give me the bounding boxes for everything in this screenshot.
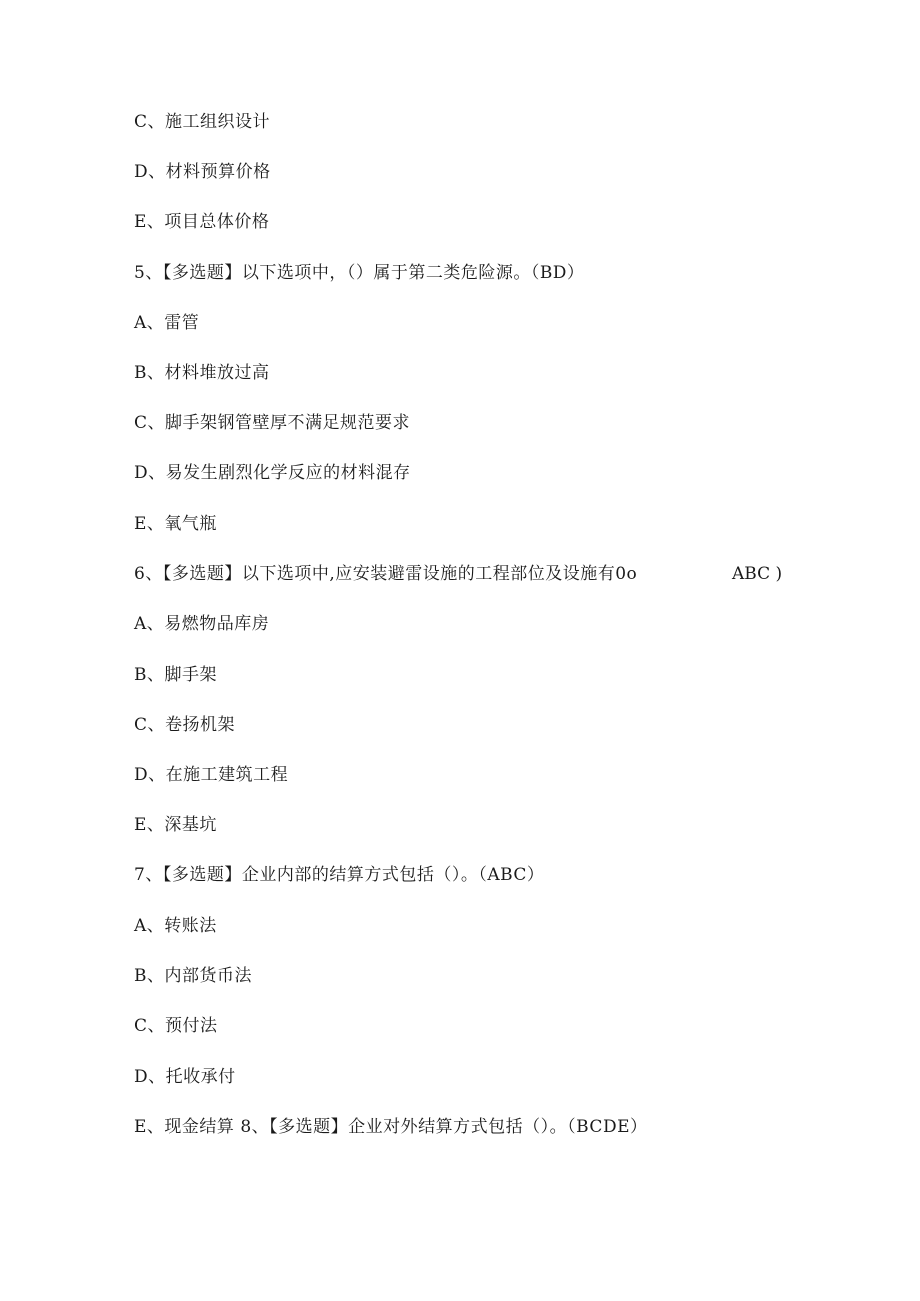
option-e-project-overall-price: E、项目总体价格 bbox=[134, 212, 270, 232]
q6-option-a: A、易燃物品库房 bbox=[134, 614, 270, 634]
question-7: 7、【多选题】企业内部的结算方式包括（）。（ABC） bbox=[134, 865, 545, 885]
q7-option-a: A、转账法 bbox=[134, 916, 217, 936]
q6-option-c: C、卷扬机架 bbox=[134, 715, 236, 735]
q5-option-e: E、氧气瓶 bbox=[134, 514, 217, 534]
question-6: 6、【多选题】以下选项中,应安装避雷设施的工程部位及设施有0o bbox=[134, 564, 638, 584]
q7-option-e-and-question-8: E、现金结算 8、【多选题】企业对外结算方式包括（）。（BCDE） bbox=[134, 1117, 648, 1137]
q6-option-d: D、在施工建筑工程 bbox=[134, 765, 289, 785]
q7-option-b: B、内部货币法 bbox=[134, 966, 252, 986]
option-c-construction-design: C、施工组织设计 bbox=[134, 112, 271, 132]
question-5: 5、【多选题】以下选项中，（）属于第二类危险源。（BD） bbox=[134, 263, 585, 283]
q7-option-c: C、预付法 bbox=[134, 1016, 218, 1036]
q5-option-d: D、易发生剧烈化学反应的材料混存 bbox=[134, 463, 411, 483]
q5-option-a: A、雷管 bbox=[134, 313, 200, 333]
q5-option-c: C、脚手架钢管壁厚不满足规范要求 bbox=[134, 413, 411, 433]
option-d-material-budget-price: D、材料预算价格 bbox=[134, 162, 271, 182]
question-6-answer: ABC ) bbox=[732, 564, 783, 584]
q6-option-e: E、深基坑 bbox=[134, 815, 217, 835]
q5-option-b: B、材料堆放过高 bbox=[134, 363, 270, 383]
q6-option-b: B、脚手架 bbox=[134, 665, 217, 685]
q7-option-d: D、托收承付 bbox=[134, 1067, 236, 1087]
